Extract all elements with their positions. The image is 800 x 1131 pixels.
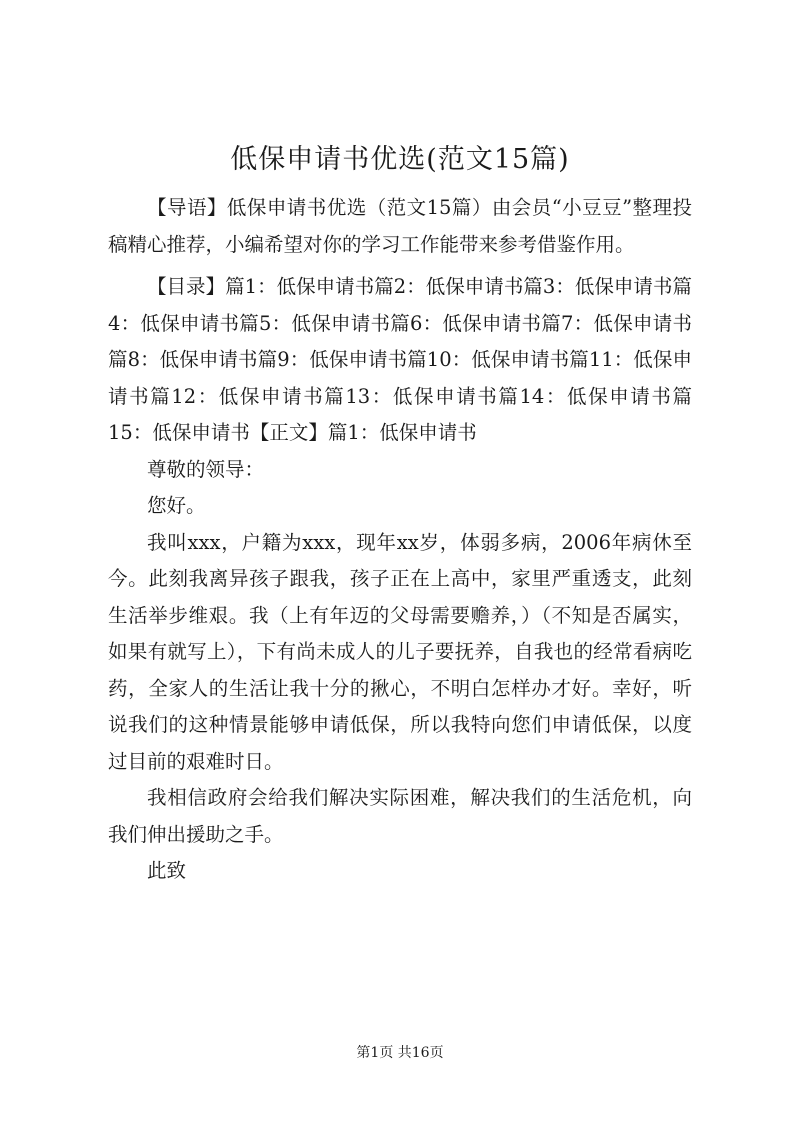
page-footer: 第1页 共16页 [356, 1045, 444, 1061]
body-paragraph: 我相信政府会给我们解决实际困难，解决我们的生活危机，向我们伸出援助之手。 [108, 786, 692, 846]
intro-paragraph: 【导语】低保申请书优选（范文15篇）由会员“小豆豆”整理投稿精心推荐，小编希望对你的学习工作能带来参考借鉴作用。 [108, 196, 692, 256]
closing: 此致 [147, 859, 187, 882]
greeting: 您好。 [147, 494, 206, 517]
body-paragraph: 我叫xxx，户籍为xxx，现年xx岁，体弱多病，2006年病休至今。此刻我离异孩子跟我，孩子正在上高中，家里严重透支，此刻生活举步维艰。我（上有年迈的父母需要赡养，）（不知是否属实，如果有就写上），下有尚未成人的儿子要抚养，自我也的经常看病吃药，全家人的生活让我十分的揪心，不明白怎样办才好。幸好，听说我们的这种情景能够申请低保，所以我特向您们申请低保，以度过目前的艰难时日。 [108, 530, 692, 773]
document-title: 低保申请书优选(范文15篇) [230, 144, 570, 175]
toc-paragraph: 【目录】篇1：低保申请书篇2：低保申请书篇3：低保申请书篇4：低保申请书篇5：低保申请书篇6：低保申请书篇7：低保申请书篇8：低保申请书篇9：低保申请书篇10：低保申请书篇11：低保申请书篇12：低保申请书篇13：低保申请书篇14：低保申请书篇15：低保申请书【正文】篇1：低保申请书 [108, 275, 692, 444]
document-body [108, 190, 692, 890]
salutation: 尊敬的领导： [147, 457, 265, 481]
